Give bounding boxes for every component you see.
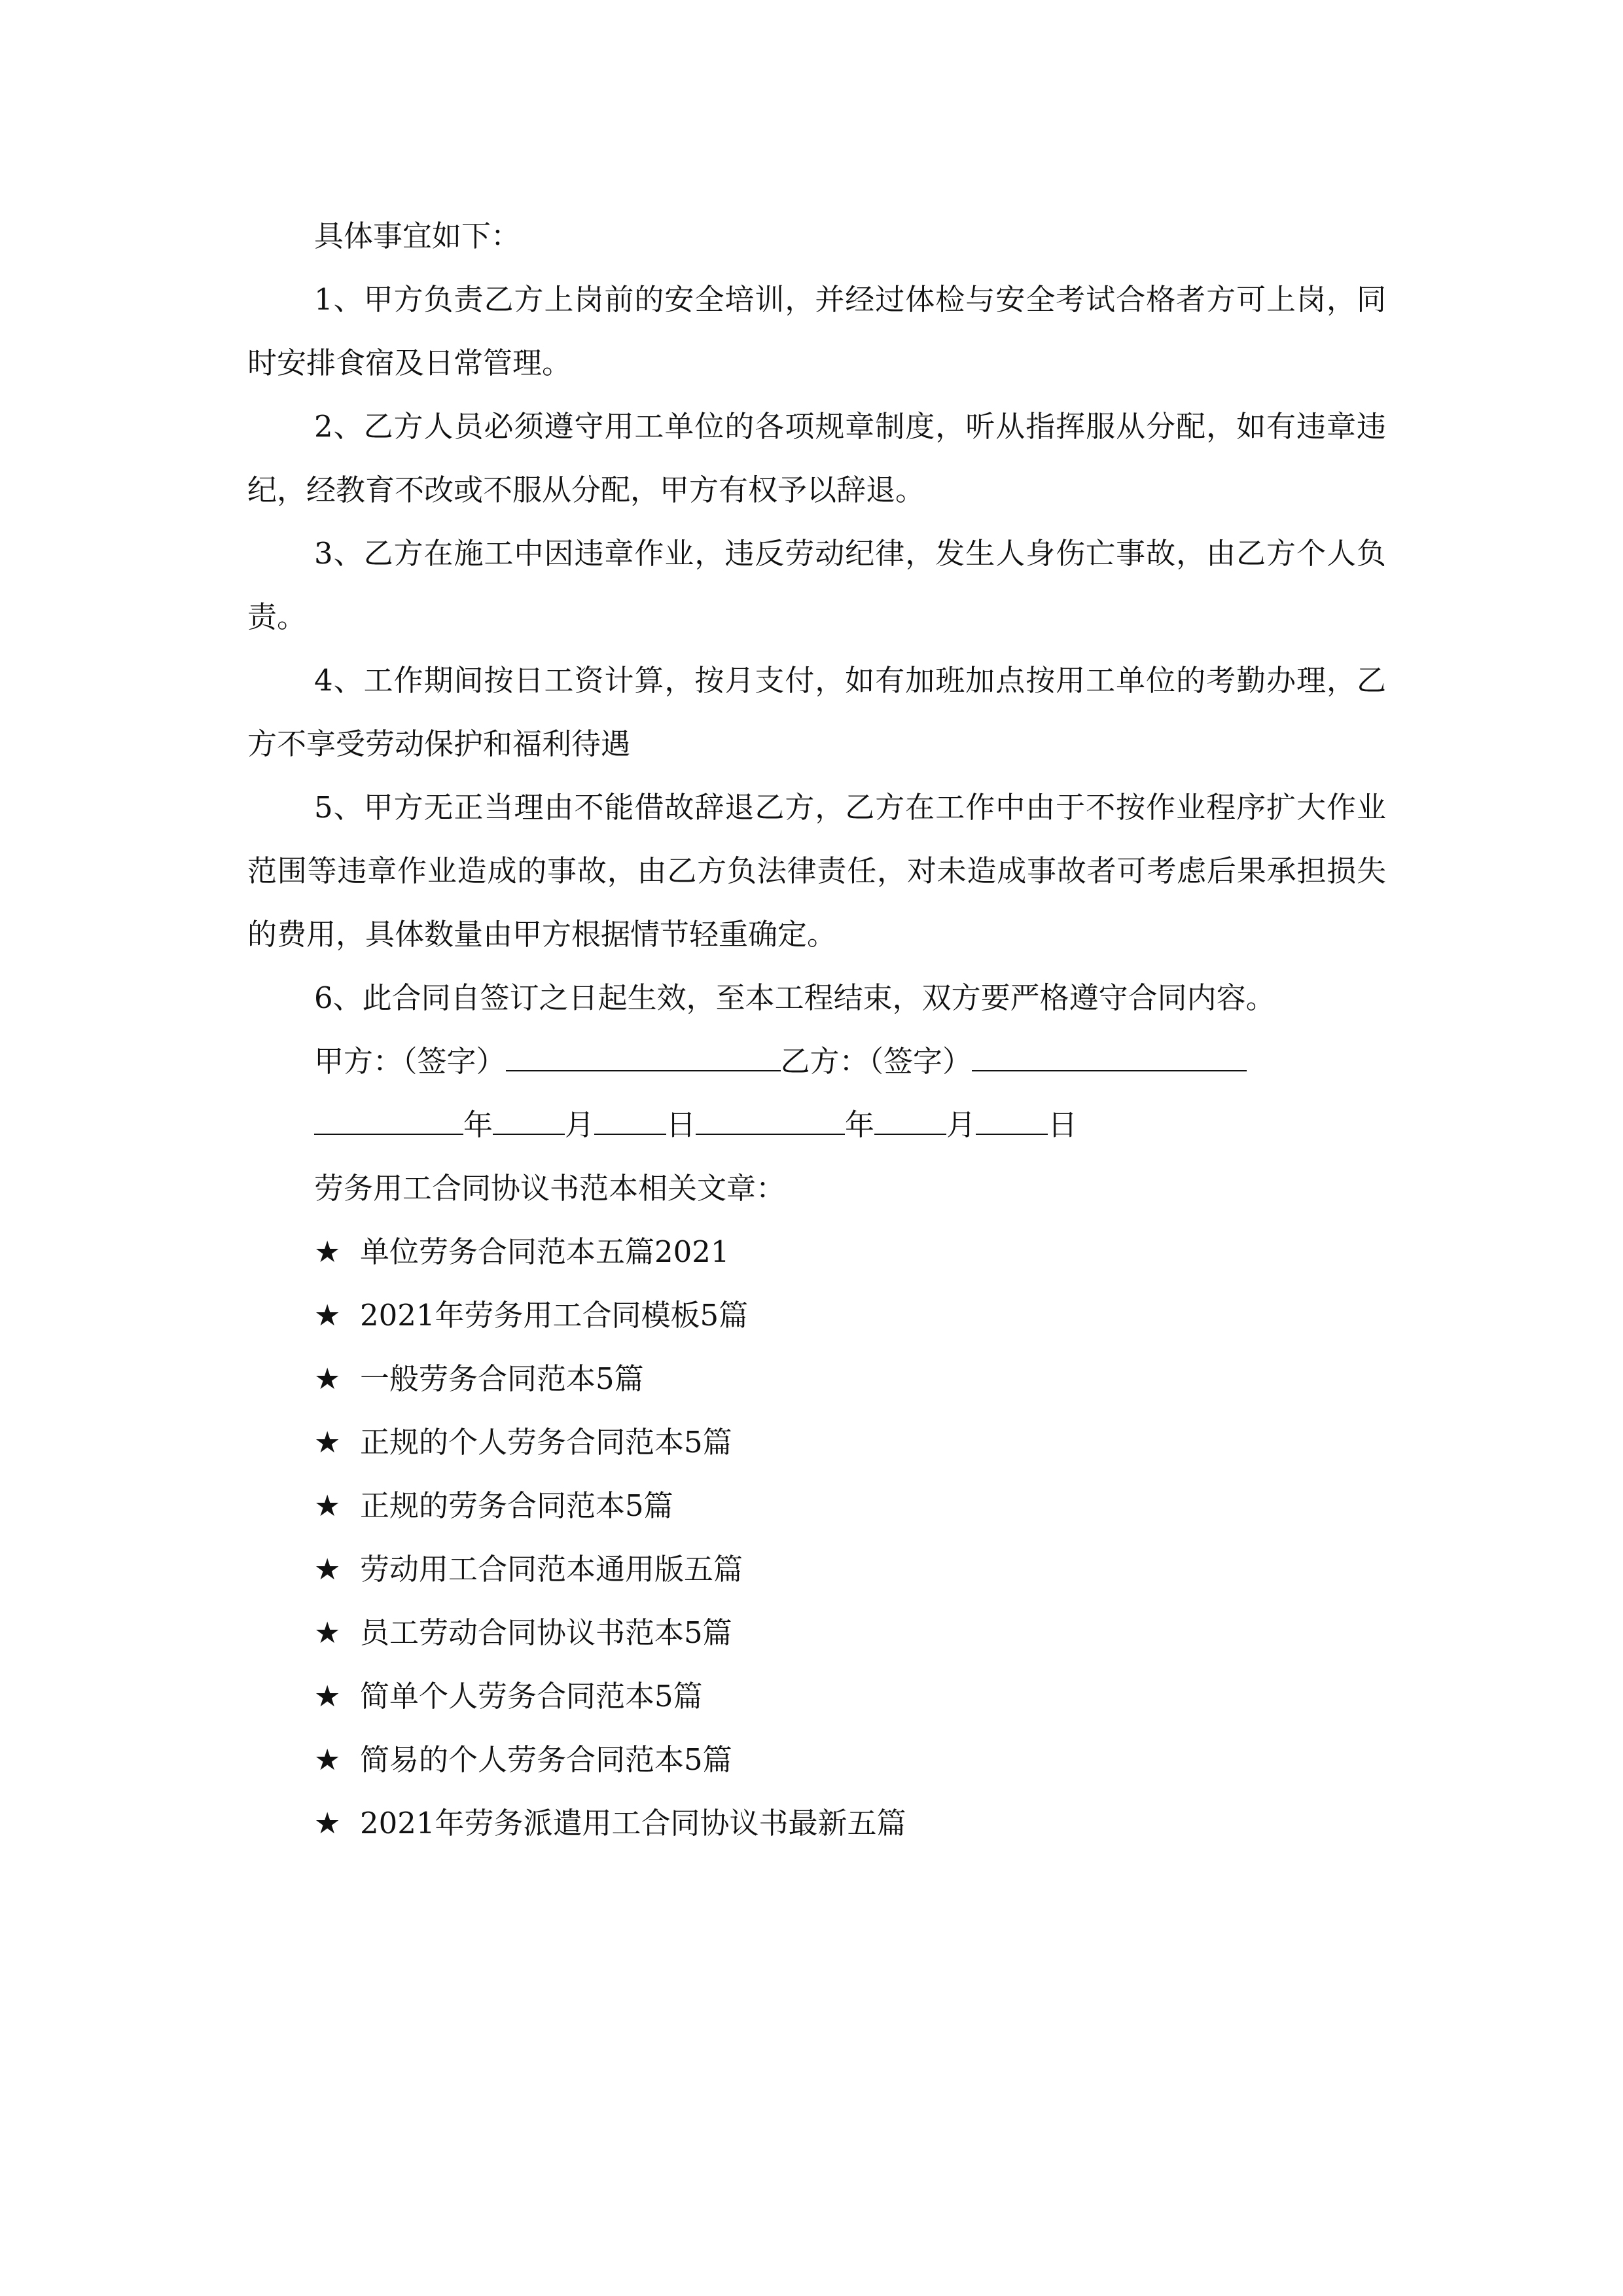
related-articles-list [247,1220,1386,1855]
year-label-b: 年 [845,1107,875,1142]
star-icon: ★ [314,1298,341,1333]
signature-line [247,1030,1386,1093]
star-icon: ★ [314,1552,341,1587]
party-b-day-blank[interactable] [976,1103,1048,1135]
clause-1: 1、甲方负责乙方上岗前的安全培训，并经过体检与安全考试合格者方可上岗，同时安排食宿及日常管理。 [247,282,1386,380]
day-label-b: 日 [1048,1107,1078,1142]
related-article-item[interactable] [247,1791,1386,1855]
year-label-a: 年 [463,1107,493,1142]
related-article-title: 2021年劳务用工合同模板5篇 [360,1298,749,1333]
related-article-item[interactable] [247,1410,1386,1474]
clause-5: 5、甲方无正当理由不能借故辞退乙方，乙方在工作中由于不按作业程序扩大作业范围等违章作业造成的事故，由乙方负法律责任，对未造成事故者可考虑后果承担损失的费用，具体数量由甲方根据情节轻重确定。 [247,790,1386,952]
related-article-title: 正规的劳务合同范本5篇 [360,1488,673,1523]
party-a-signature-blank[interactable] [506,1040,781,1071]
related-article-item[interactable] [247,1664,1386,1728]
day-label-a: 日 [666,1107,696,1142]
related-article-title: 员工劳动合同协议书范本5篇 [360,1615,732,1650]
date-line [247,1093,1386,1157]
related-article-title: 简易的个人劳务合同范本5篇 [360,1742,732,1777]
clause-4: 4、工作期间按日工资计算，按月支付，如有加班加点按用工单位的考勤办理，乙方不享受劳动保护和福利待遇 [247,663,1386,761]
related-article-item[interactable] [247,1601,1386,1664]
related-article-title: 正规的个人劳务合同范本5篇 [360,1425,732,1460]
party-a-month-blank[interactable] [493,1103,565,1135]
related-article-title: 一般劳务合同范本5篇 [360,1361,644,1396]
clause-6: 6、此合同自签订之日起生效，至本工程结束，双方要严格遵守合同内容。 [314,980,1275,1015]
month-label-a: 月 [565,1107,595,1142]
related-article-title: 2021年劳务派遣用工合同协议书最新五篇 [360,1806,906,1840]
star-icon: ★ [314,1425,341,1460]
star-icon: ★ [314,1361,341,1396]
related-article-title: 简单个人劳务合同范本5篇 [360,1679,703,1713]
related-article-item[interactable] [247,1283,1386,1347]
clause-3: 3、乙方在施工中因违章作业，违反劳动纪律，发生人身伤亡事故，由乙方个人负责。 [247,536,1386,634]
related-article-item[interactable] [247,1728,1386,1791]
related-article-item[interactable] [247,1474,1386,1537]
related-article-item[interactable] [247,1537,1386,1601]
party-a-day-blank[interactable] [594,1103,666,1135]
star-icon: ★ [314,1615,341,1650]
star-icon: ★ [314,1234,341,1269]
star-icon: ★ [314,1679,341,1713]
star-icon: ★ [314,1742,341,1777]
related-article-item[interactable] [247,1220,1386,1283]
party-a-label: 甲方：（签字） [314,1044,506,1079]
related-article-title: 单位劳务合同范本五篇2021 [360,1234,730,1269]
related-articles-heading: 劳务用工合同协议书范本相关文章： [314,1171,786,1206]
related-article-title: 劳动用工合同范本通用版五篇 [360,1552,743,1587]
party-b-label: 乙方：（签字） [780,1044,972,1079]
party-b-signature-blank[interactable] [972,1040,1247,1071]
month-label-b: 月 [946,1107,976,1142]
related-article-item[interactable] [247,1347,1386,1410]
document-body [247,204,1386,1855]
party-b-year-blank[interactable] [696,1103,845,1135]
party-a-year-blank[interactable] [314,1103,463,1135]
intro-text: 具体事宜如下： [314,219,521,253]
clause-2: 2、乙方人员必须遵守用工单位的各项规章制度，听从指挥服从分配，如有违章违纪，经教育不改或不服从分配，甲方有权予以辞退。 [247,409,1386,507]
star-icon: ★ [314,1806,341,1840]
star-icon: ★ [314,1488,341,1523]
party-b-month-blank[interactable] [874,1103,946,1135]
